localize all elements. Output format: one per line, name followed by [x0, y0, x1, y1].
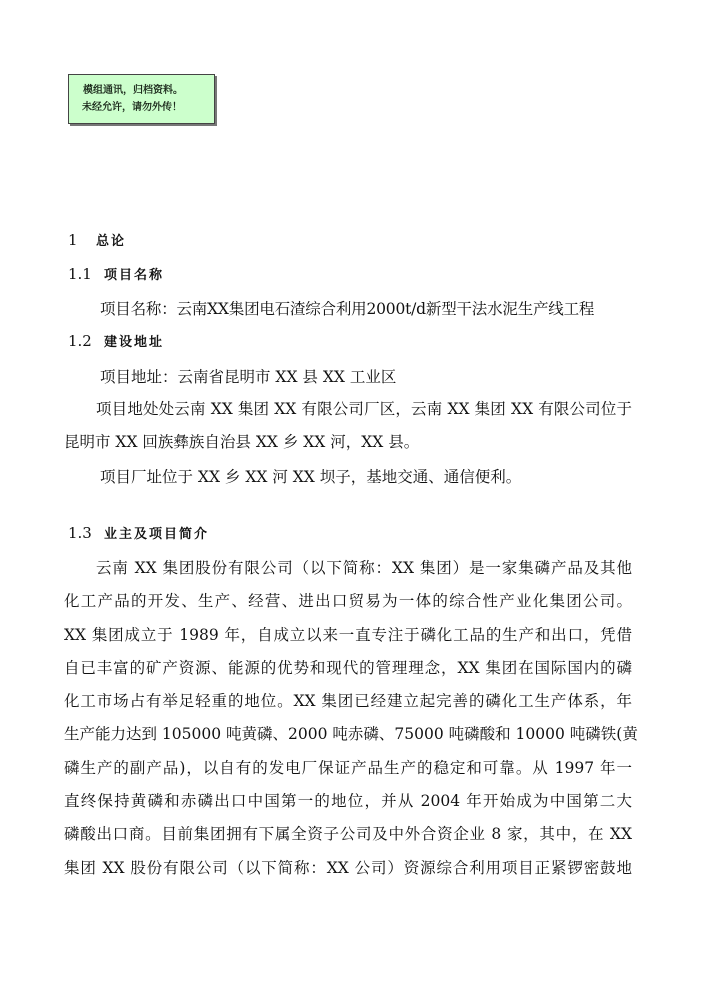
project-name-text: 项目名称：云南XX集团电石渣综合利用2000t/d新型干法水泥生产线工程: [100, 300, 595, 318]
site-text: 项目厂址位于 XX 乡 XX 河 XX 坝子，基地交通、通信便利。: [100, 468, 522, 486]
heading-1-3: [68, 523, 209, 542]
intro-line: 磷生产的副产品)，以自有的发电厂保证产品生产的稳定和可靠。从 1997 年一: [64, 758, 632, 777]
stamp-line-1: 模组通讯，归档资料。: [83, 85, 183, 96]
heading-1-1-title: 项目名称: [104, 268, 165, 283]
location-line-1: 项目地处处云南 XX 集团 XX 有限公司厂区，云南 XX 集团 XX 有限公司位于: [96, 400, 632, 418]
project-address-text: 项目地址：云南省昆明市 XX 县 XX 工业区: [100, 368, 397, 386]
confidential-stamp: [68, 74, 215, 124]
company-intro-paragraph: [64, 552, 638, 885]
intro-line: 化工市场占有举足轻重的地位。XX 集团已经建立起完善的磷化工生产体系，年: [64, 692, 632, 711]
heading-1-2-number: 1.2: [68, 332, 92, 350]
heading-1: [68, 230, 126, 249]
intro-line: 自已丰富的矿产资源、能源的优势和现代的管理理念，XX 集团在国际国内的磷: [64, 658, 632, 677]
heading-1-number: 1: [68, 231, 78, 249]
heading-1-3-title: 业主及项目简介: [104, 527, 210, 542]
heading-1-1: [68, 264, 164, 283]
heading-1-title: 总论: [96, 234, 127, 249]
location-line-2: 昆明市 XX 回族彝族自治县 XX 乡 XX 河，XX 县。: [64, 433, 420, 452]
intro-line: 化工产品的开发、生产、经营、进出口贸易为一体的综合性产业化集团公司。: [64, 592, 632, 611]
intro-line: 磷酸出口商。目前集团拥有下属全资子公司及中外合资企业 8 家，其中，在 XX: [64, 825, 632, 844]
intro-line: 云南 XX 集团股份有限公司（以下简称：XX 集团）是一家集磷产品及其他: [96, 559, 632, 577]
heading-1-2: [68, 331, 164, 350]
intro-line: 生产能力达到 105000 吨黄磷、2000 吨赤磷、75000 吨磷酸和 10000 吨磷铁(黄: [64, 725, 638, 744]
intro-line: XX 集团成立于 1989 年，自成立以来一直专注于磷化工品的生产和出口，凭借: [64, 625, 632, 644]
heading-1-1-number: 1.1: [68, 265, 92, 283]
intro-line: 集团 XX 股份有限公司（以下简称：XX 公司）资源综合利用项目正紧锣密鼓地: [64, 858, 632, 877]
heading-1-2-title: 建设地址: [104, 335, 165, 350]
heading-1-3-number: 1.3: [68, 524, 92, 542]
stamp-line-2: 未经允许，请勿外传！: [82, 102, 182, 113]
location-paragraph: [64, 393, 632, 460]
intro-line: 直终保持黄磷和赤磷出口中国第一的地位，并从 2004 年开始成为中国第二大: [64, 792, 632, 811]
